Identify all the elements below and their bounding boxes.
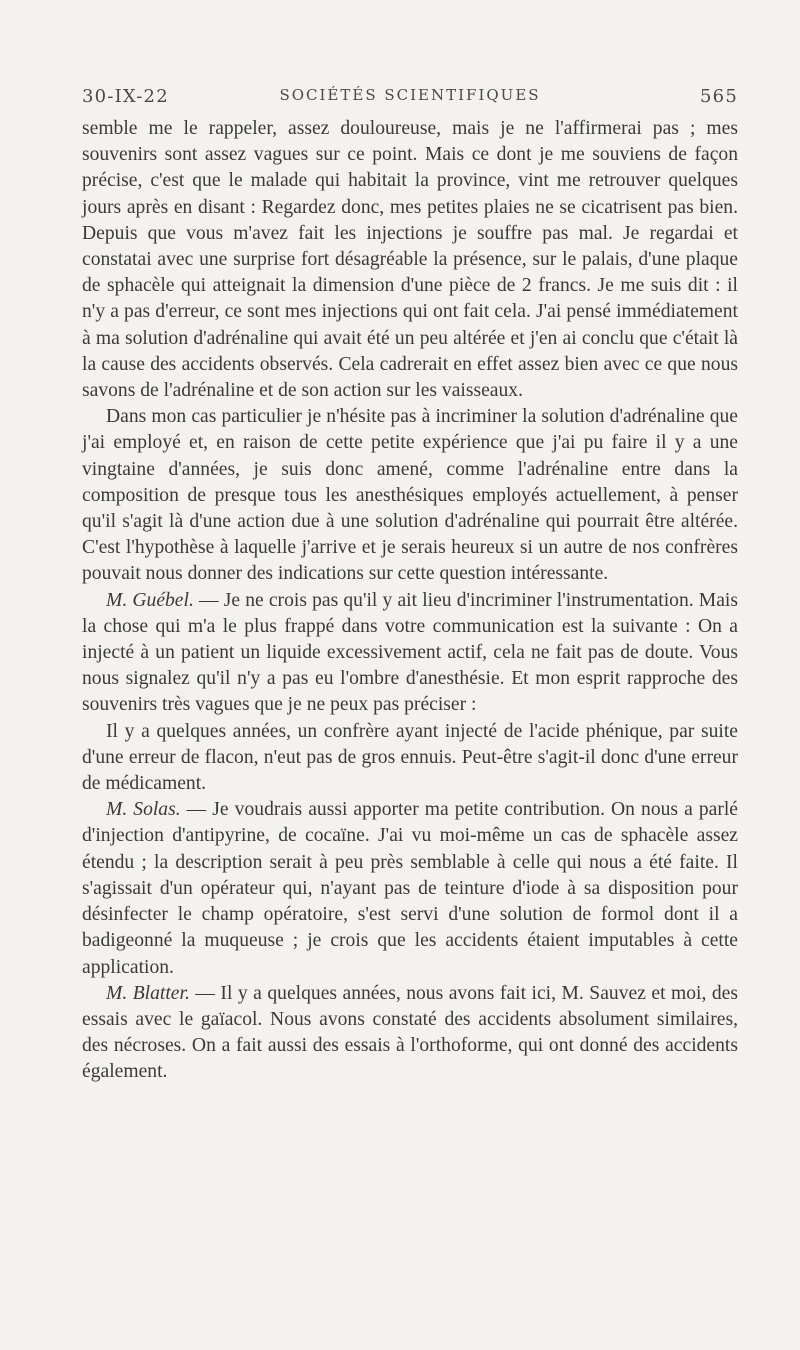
paragraph-text: Dans mon cas particulier je n'hésite pas à incriminer la solution d'adrénaline que j'ai employé et, en raison de cette petite expérience que j'ai pu faire il y a une vingtaine d'années, je suis donc amené, comme l'adrénaline entre dans la composition de presque tous les anesthésiques employés actuellement, à penser qu'il s'agit là d'une action due à une solution d'adrénaline qui pourrait être altérée. C'est l'hypothèse à laquelle j'arrive et je serais heureux si un autre de nos confrères pouvait nous donner des indications sur cette question intéressante. — [82, 406, 738, 585]
paragraph-text: — Il y a quelques années, nous avons fait ici, M. Sauvez et moi, des essais avec le gaïacol. Nous avons constaté des accidents absolument similaires, des nécroses. On a fait aussi des essais à l'orthoforme, qui ont donné des accidents également. — [82, 982, 739, 1083]
paragraph-1 — [82, 116, 738, 404]
page-number: 565 — [700, 86, 738, 107]
body-text — [82, 116, 738, 1086]
paragraph-3 — [82, 588, 738, 719]
speaker-name: M. Guébel. — [106, 589, 194, 611]
paragraph-text: — Je voudrais aussi apporter ma petite contribution. On nous a parlé d'injection d'antipyrine, de cocaïne. J'ai vu moi-même un cas de sphacèle assez étendu ; la description serait à peu près semblable à celle qui nous a été faite. Il s'agissait d'un opérateur qui, n'ayant pas de teinture d'iode à sa disposition pour désinfecter le champ opératoire, s'est servi d'une solution de formol dont il a badigeonné la muqueuse ; je crois que les accidents étaient imputables à cette application. — [82, 799, 738, 978]
paragraph-5 — [82, 797, 738, 980]
paragraph-2 — [82, 404, 738, 587]
speaker-name: M. Solas. — [106, 799, 181, 821]
header-section-title: SOCIÉTÉS SCIENTIFIQUES — [279, 86, 541, 104]
paragraph-6 — [82, 981, 738, 1086]
paragraph-text: semble me le rappeler, assez douloureuse, mais je ne l'affirmerai pas ; mes souvenirs sont assez vagues sur ce point. Mais ce dont je me souviens de façon précise, c'est que le malade qui habitait la province, vint me retrouver quelques jours après en disant : Regardez donc, mes petites plaies ne se cicatrisent pas bien. Depuis que vous m'avez fait les injections je souffre pas mal. Je regardai et constatai avec une surprise fort désagréable la présence, sur le palais, d'une plaque de sphacèle qui atteignait la dimension d'une pièce de 2 francs. Je me suis dit : il n'y a pas d'erreur, ce sont mes injections qui ont fait cela. J'ai pensé immédiatement à ma solution d'adrénaline qui avait été un peu altérée et j'en ai conclu que c'était là la cause des accidents observés. Cela cadrerait en effet assez bien avec ce que nous savons de l'adrénaline et de son action sur les vaisseaux. — [82, 118, 738, 402]
running-head — [82, 82, 738, 116]
book-page — [82, 82, 738, 1086]
speaker-name: M. Blatter. — [106, 982, 190, 1004]
header-date: 30-IX-22 — [82, 86, 169, 107]
paragraph-text: Il y a quelques années, un confrère ayant injecté de l'acide phénique, par suite d'une erreur de flacon, n'eut pas de gros ennuis. Peut-être s'agit-il donc d'une erreur de médicament. — [82, 720, 738, 795]
paragraph-4 — [82, 719, 738, 798]
paragraph-text: — Je ne crois pas qu'il y ait lieu d'incriminer l'instrumentation. Mais la chose qui m'a le plus frappé dans votre communication est la suivante : On a injecté à un patient un liquide excessivement actif, cela ne fait pas de doute. Vous nous signalez qu'il n'y a pas eu l'ombre d'anesthésie. Et mon esprit rapproche des souvenirs très vagues que je ne peux pas préciser : — [82, 589, 738, 716]
